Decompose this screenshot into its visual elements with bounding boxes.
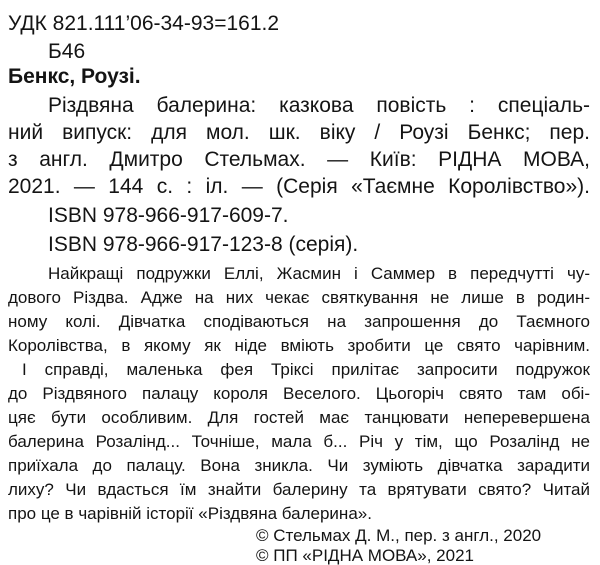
author-heading: Бенкс, Роузі. (8, 65, 141, 88)
copyright-publisher: © ПП «РІДНА МОВА», 2021 (256, 546, 474, 565)
bibliographic-line-4: 2021. — 144 с. : іл. — (Серія «Таємне Королівство»). (8, 175, 590, 198)
annotation-line-11: про це в чарівній історії «Різдвяна балерина». (8, 504, 372, 523)
udc-code: УДК 821.111’06-34-93=161.2 (8, 12, 280, 35)
annotation-line-10: лиху? Чи вдасться їм знайти балерину та врятувати свято? Читай (8, 480, 590, 499)
bbk-code: Б46 (48, 40, 86, 63)
annotation-line-6: до Різдвяного палацу короля Веселого. Цьогоріч свято там обі- (8, 384, 590, 403)
annotation-line-5: І справді, маленька фея Тріксі прилітає запросити подружок (22, 360, 590, 379)
bibliographic-line-2: ний випуск: для мол. шк. віку / Роузі Бенкс; пер. (8, 121, 590, 144)
annotation-line-3: ному колі. Дівчатка сподіваються на запрошення до Таємного (8, 312, 590, 331)
copyright-translation: © Стельмах Д. М., пер. з англ., 2020 (256, 526, 542, 545)
annotation-line-9: приїхала до палацу. Вона зникла. Чи зуміють дівчатка зарадити (8, 456, 590, 475)
isbn-line-2: ISBN 978-966-917-123-8 (серія). (48, 233, 359, 256)
annotation-line-2: дового Різдва. Адже на них чекає святкування не лише в родин- (8, 288, 590, 307)
bibliographic-line-3: з англ. Дмитро Стельмах. — Київ: РІДНА МОВА, (8, 148, 590, 171)
annotation-line-1: Найкращі подружки Еллі, Жасмин і Саммер в передчутті чу- (48, 264, 590, 283)
isbn-line-1: ISBN 978-966-917-609-7. (48, 204, 289, 227)
bibliographic-line-1: Різдвяна балерина: казкова повість : спеціаль- (48, 94, 590, 117)
annotation-line-4: Королівства, в якому як ніде вміють зробити це свято чарівним. (8, 336, 590, 355)
annotation-line-8: балерина Розалінд... Точніше, мала б... Річ у тім, що Розалінд не (8, 432, 590, 451)
annotation-line-7: цяє бути особливим. Для гостей має танцювати неперевершена (8, 408, 590, 427)
